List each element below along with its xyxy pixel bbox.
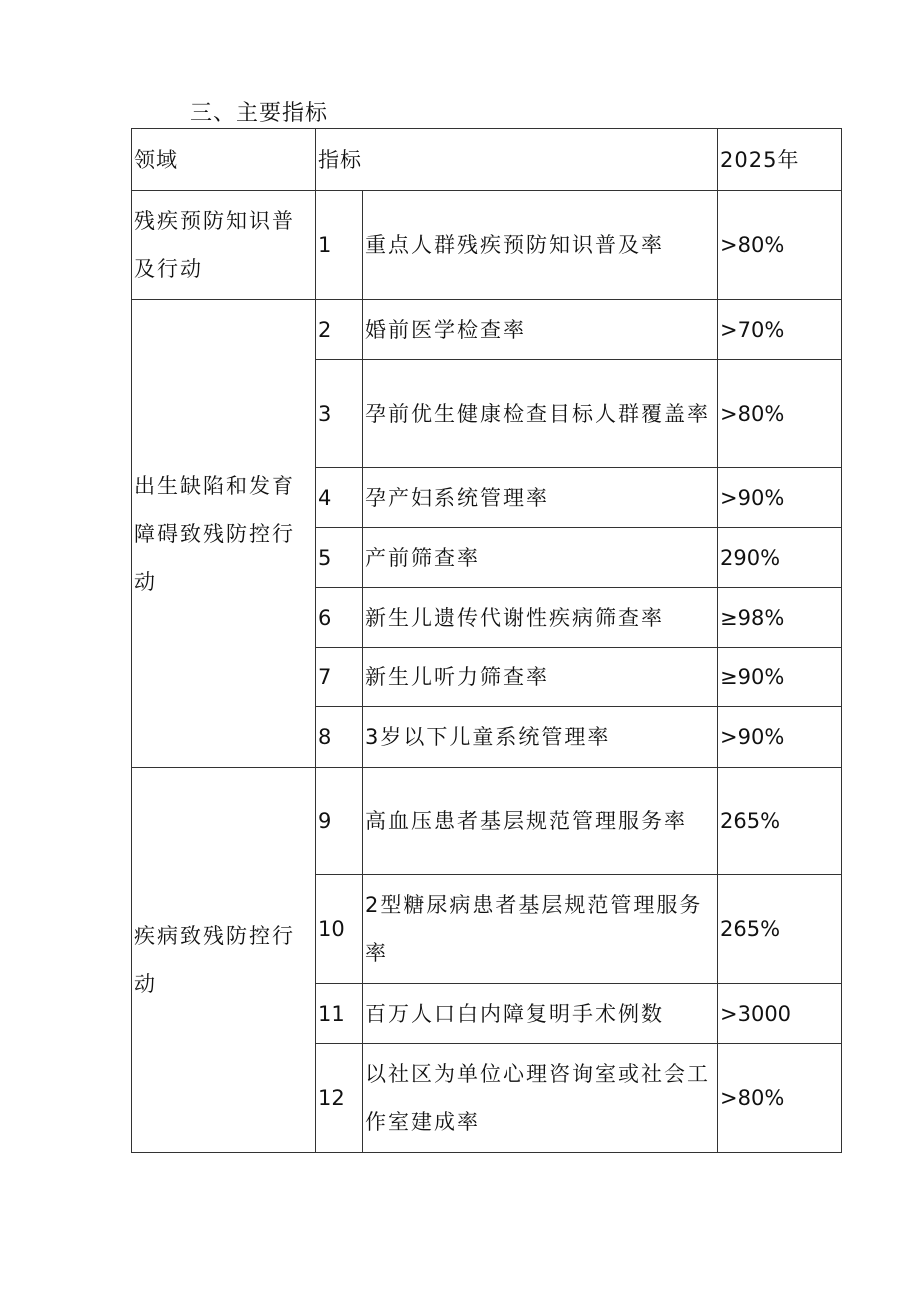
section-title: 三、主要指标 [190,101,329,126]
domain-cell: 出生缺陷和发育障碍致残防控行动 [132,300,316,768]
table-header-row [132,129,842,191]
table-row [132,191,842,300]
domain-cell: 疾病致残防控行动 [132,768,316,1153]
indicator-name-cell: 百万人口白内障复明手术例数 [363,984,718,1044]
header-domain: 领域 [132,129,316,191]
index-cell: 4 [316,468,363,528]
index-cell: 3 [316,360,363,468]
index-cell: 10 [316,875,363,984]
target-value-cell: 265% [718,768,842,875]
indicator-name-cell: 3岁以下儿童系统管理率 [363,707,718,768]
index-cell: 12 [316,1044,363,1153]
target-value-cell: 265% [718,875,842,984]
indicator-name-cell: 新生儿听力筛查率 [363,648,718,707]
target-value-cell: >80% [718,1044,842,1153]
target-value-cell: ≥90% [718,648,842,707]
header-indicator: 指标 [316,129,718,191]
domain-cell: 残疾预防知识普及行动 [132,191,316,300]
index-cell: 8 [316,707,363,768]
target-value-cell: >70% [718,300,842,360]
indicator-name-cell: 以社区为单位心理咨询室或社会工作室建成率 [363,1044,718,1153]
indicator-name-cell: 重点人群残疾预防知识普及率 [363,191,718,300]
index-cell: 9 [316,768,363,875]
indicator-name-cell: 孕前优生健康检查目标人群覆盖率 [363,360,718,468]
index-cell: 1 [316,191,363,300]
header-year: 2025年 [718,129,842,191]
indicator-name-cell: 高血压患者基层规范管理服务率 [363,768,718,875]
table-row [132,300,842,360]
target-value-cell: >80% [718,191,842,300]
indicator-name-cell: 孕产妇系统管理率 [363,468,718,528]
target-value-cell: ≥98% [718,588,842,648]
index-cell: 5 [316,528,363,588]
target-value-cell: 290% [718,528,842,588]
indicator-name-cell: 新生儿遗传代谢性疾病筛查率 [363,588,718,648]
index-cell: 11 [316,984,363,1044]
indicator-name-cell: 2型糖尿病患者基层规范管理服务率 [363,875,718,984]
index-cell: 2 [316,300,363,360]
indicator-name-cell: 产前筛查率 [363,528,718,588]
index-cell: 7 [316,648,363,707]
target-value-cell: >90% [718,707,842,768]
indicators-table [131,128,842,1153]
table-row [132,768,842,875]
target-value-cell: >3000 [718,984,842,1044]
target-value-cell: >90% [718,468,842,528]
index-cell: 6 [316,588,363,648]
indicator-name-cell: 婚前医学检查率 [363,300,718,360]
target-value-cell: >80% [718,360,842,468]
